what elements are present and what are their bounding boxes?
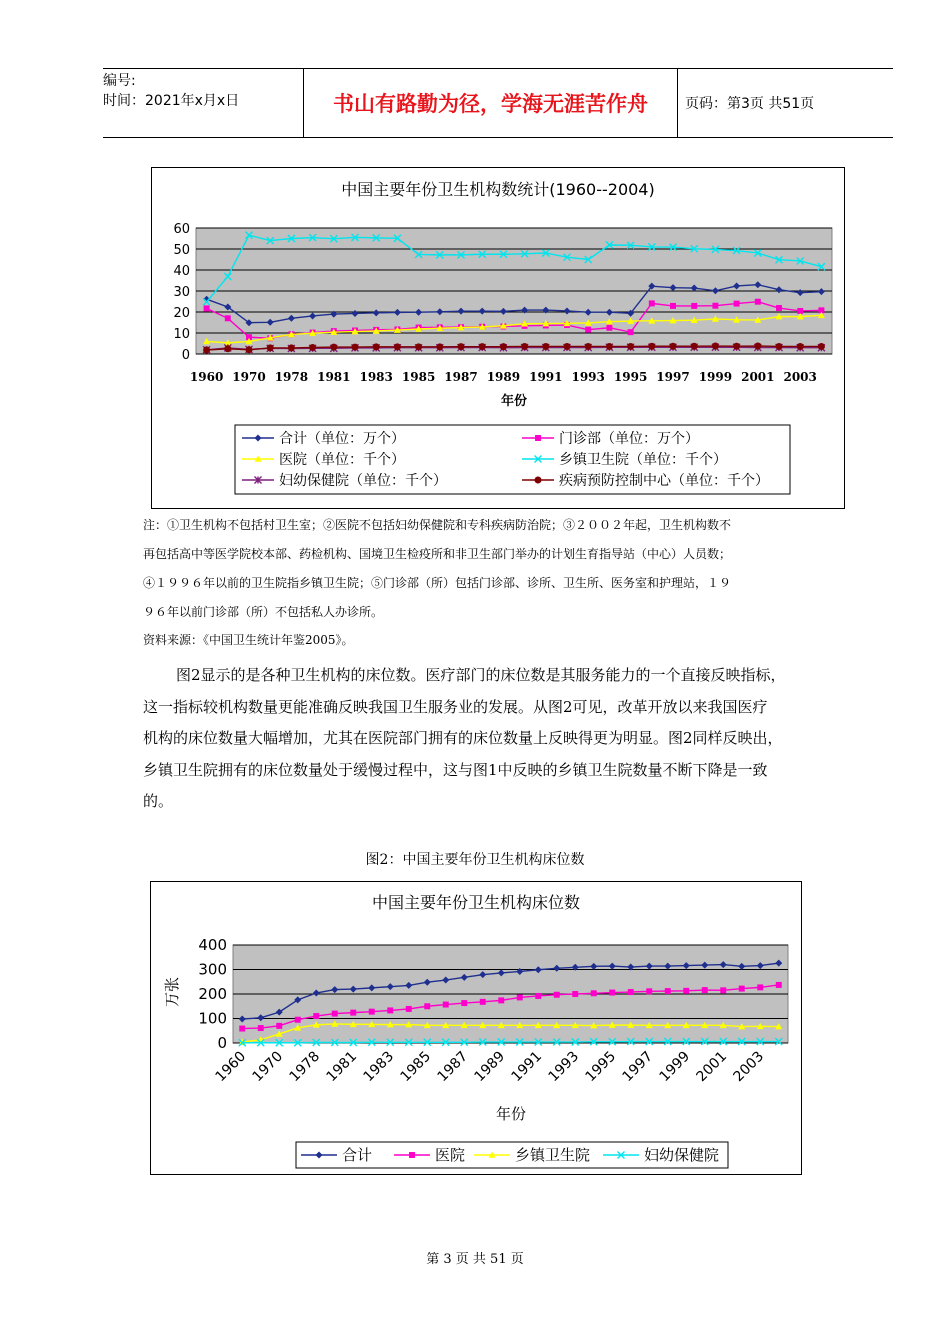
- data-point: [733, 343, 740, 350]
- data-point: [458, 343, 465, 350]
- paragraph-line-1: 图2显示的是各种卫生机构的床位数。医疗部门的床位数是其服务能力的一个直接反映指标，: [176, 666, 786, 684]
- x-tick-label: 1978: [274, 370, 309, 384]
- y-tick-label: 10: [173, 327, 190, 342]
- x-tick-label: 1991: [508, 1048, 546, 1086]
- legend-label: 门诊部（单位：万个）: [559, 431, 699, 447]
- data-point: [757, 984, 763, 990]
- legend-label: 医院: [435, 1146, 466, 1164]
- data-point: [755, 299, 761, 305]
- x-tick-label: 1981: [317, 370, 351, 384]
- legend-marker: [535, 435, 541, 441]
- data-point: [443, 1002, 449, 1008]
- x-tick-label: 1991: [529, 370, 563, 384]
- data-point: [373, 343, 380, 350]
- chart1-notes: [143, 511, 863, 653]
- data-source: 资料来源：《中国卫生统计年鉴2005》。: [143, 633, 354, 647]
- x-tick-label: 1995: [582, 1048, 620, 1086]
- data-point: [461, 1000, 467, 1006]
- chart2-title: 中国主要年份卫生机构床位数: [371, 893, 581, 912]
- x-tick-label: 2001: [693, 1048, 731, 1086]
- y-tick-label: 20: [173, 306, 190, 321]
- chart1-frame: [151, 167, 845, 509]
- data-point: [627, 343, 634, 350]
- data-point: [606, 343, 613, 350]
- data-point: [564, 343, 571, 350]
- data-point: [797, 343, 804, 350]
- data-point: [309, 344, 316, 351]
- x-tick-label: 1999: [698, 370, 733, 384]
- data-point: [246, 346, 253, 353]
- data-point: [628, 989, 634, 995]
- x-tick-label: 1989: [486, 370, 521, 384]
- data-point: [500, 343, 507, 350]
- chart2-x-axis-label: 年份: [495, 1105, 527, 1123]
- x-tick-label: 1978: [286, 1048, 324, 1086]
- data-point: [585, 327, 591, 333]
- note-line-4: ９６年以前门诊部（所）不包括私人办诊所。: [143, 605, 384, 619]
- data-point: [585, 343, 592, 350]
- y-tick-label: 40: [173, 264, 190, 279]
- y-tick-label: 0: [181, 348, 190, 363]
- y-tick-label: 100: [198, 1009, 227, 1028]
- chart1-title: 中国主要年份卫生机构数统计(1960--2004): [341, 180, 655, 199]
- chart2-y-axis-label: 万张: [163, 976, 181, 1008]
- data-point: [670, 343, 677, 350]
- data-point: [295, 1017, 301, 1023]
- x-tick-label: 2003: [730, 1048, 768, 1086]
- x-tick-label: 1981: [323, 1048, 361, 1086]
- note-line-2: 再包括高中等医学院校本部、药检机构、国境卫生检疫所和非卫生部门举办的计划生育指导站（中心）人员数；: [143, 547, 732, 561]
- data-point: [203, 347, 210, 354]
- data-point: [276, 1023, 282, 1029]
- data-point: [818, 343, 825, 350]
- data-point: [415, 343, 422, 350]
- data-point: [387, 1007, 393, 1013]
- legend-label: 乡镇卫生院: [515, 1146, 591, 1164]
- chart2-frame: [150, 881, 802, 1175]
- legend-marker: [535, 477, 542, 484]
- legend-label: 疾病预防控制中心（单位：千个）: [559, 473, 769, 489]
- note-line-3: ④１９９６年以前的卫生院指乡镇卫生院；⑤门诊部（所）包括门诊部、诊所、卫生所、医务室和护理站，１９: [143, 576, 732, 590]
- data-point: [258, 1025, 264, 1031]
- data-point: [606, 325, 612, 331]
- data-point: [369, 1009, 375, 1015]
- data-point: [517, 994, 523, 1000]
- legend-label: 医院（单位：千个）: [279, 452, 405, 468]
- chart2-svg: [151, 882, 801, 1174]
- data-point: [754, 343, 761, 350]
- data-point: [776, 343, 783, 350]
- data-point: [535, 993, 541, 999]
- document-number-label: 编号:: [103, 73, 136, 89]
- header-page-info: 页码：第3页 共51页: [685, 96, 815, 112]
- data-point: [224, 345, 231, 352]
- data-point: [480, 999, 486, 1005]
- legend-label: 合计（单位：万个）: [279, 431, 405, 447]
- x-tick-label: 1987: [434, 1048, 472, 1086]
- data-point: [394, 343, 401, 350]
- data-point: [776, 305, 782, 311]
- data-point: [712, 303, 718, 309]
- data-point: [498, 997, 504, 1003]
- data-point: [352, 344, 359, 351]
- data-point: [720, 987, 726, 993]
- data-point: [670, 303, 676, 309]
- y-tick-label: 300: [198, 960, 227, 979]
- data-point: [554, 992, 560, 998]
- data-point: [330, 344, 337, 351]
- legend-label: 乡镇卫生院（单位：千个）: [559, 452, 727, 468]
- data-point: [648, 343, 655, 350]
- data-point: [288, 344, 295, 351]
- data-point: [712, 343, 719, 350]
- header-meta: [103, 69, 303, 139]
- data-point: [204, 305, 210, 311]
- data-point: [424, 1003, 430, 1009]
- data-point: [683, 988, 689, 994]
- data-point: [542, 343, 549, 350]
- x-tick-label: 1983: [359, 370, 393, 384]
- data-point: [609, 990, 615, 996]
- data-point: [665, 988, 671, 994]
- x-tick-label: 1995: [613, 370, 648, 384]
- x-tick-label: 1970: [232, 370, 266, 384]
- data-point: [225, 315, 231, 321]
- x-tick-label: 1983: [360, 1048, 398, 1086]
- y-tick-label: 50: [173, 243, 190, 258]
- body-paragraph: [143, 660, 865, 818]
- x-tick-label: 1999: [656, 1048, 694, 1086]
- x-tick-label: 1960: [189, 370, 224, 384]
- paragraph-line-4: 乡镇卫生院拥有的床位数量处于缓慢过程中，这与图1中反映的乡镇卫生院数量不断下降是一致: [143, 760, 768, 779]
- figure2-caption: 图2：中国主要年份卫生机构床位数: [365, 852, 585, 868]
- data-point: [332, 1011, 338, 1017]
- data-point: [734, 301, 740, 307]
- x-tick-label: 1970: [249, 1048, 287, 1086]
- x-tick-label: 1993: [571, 370, 605, 384]
- data-point: [776, 982, 782, 988]
- x-tick-label: 1989: [471, 1048, 509, 1086]
- data-point: [797, 308, 803, 314]
- data-point: [739, 986, 745, 992]
- x-tick-label: 1960: [212, 1048, 250, 1086]
- data-point: [628, 329, 634, 335]
- data-point: [691, 303, 697, 309]
- chart1-svg: [152, 168, 844, 508]
- y-tick-label: 0: [217, 1034, 227, 1052]
- data-point: [649, 300, 655, 306]
- paragraph-line-3: 机构的床位数量大幅增加，尤其在医院部门拥有的床位数量上反映得更为明显。图2同样反映出，: [143, 729, 783, 747]
- document-time-label: 时间：2021年x月x日: [103, 93, 240, 109]
- x-tick-label: 2003: [783, 370, 817, 384]
- y-tick-label: 60: [173, 222, 190, 237]
- data-point: [267, 344, 274, 351]
- x-tick-label: 1993: [545, 1048, 583, 1086]
- data-point: [239, 1026, 245, 1032]
- data-point: [702, 987, 708, 993]
- data-point: [572, 991, 578, 997]
- chart1-x-axis-label: 年份: [500, 394, 528, 409]
- page-header: [103, 68, 893, 138]
- data-point: [691, 343, 698, 350]
- data-point: [521, 343, 528, 350]
- paragraph-line-5: 的。: [143, 792, 174, 810]
- legend-marker: [409, 1152, 415, 1158]
- page-footer: 第 3 页 共 51 页: [426, 1252, 524, 1267]
- data-point: [313, 1013, 319, 1019]
- data-point: [406, 1006, 412, 1012]
- y-tick-label: 400: [198, 936, 227, 954]
- note-line-1: 注：①卫生机构不包括村卫生室；②医院不包括妇幼保健院和专科疾病防治院；③２００２年起，卫生机构数不: [143, 518, 732, 532]
- x-tick-label: 1985: [401, 370, 436, 384]
- data-point: [350, 1010, 356, 1016]
- data-point: [591, 990, 597, 996]
- legend-label: 妇幼保健院（单位：千个）: [279, 473, 447, 489]
- legend-label: 妇幼保健院: [644, 1146, 720, 1164]
- x-tick-label: 1987: [444, 370, 478, 384]
- x-tick-label: 1997: [656, 370, 690, 384]
- paragraph-line-2: 这一指标较机构数量更能准确反映我国卫生服务业的发展。从图2可见，改革开放以来我国医疗: [143, 697, 768, 716]
- data-point: [646, 988, 652, 994]
- data-point: [479, 343, 486, 350]
- data-point: [436, 343, 443, 350]
- header-motto: 书山有路勤为径，学海无涯苦作舟: [303, 69, 678, 137]
- x-tick-label: 2001: [741, 370, 775, 384]
- x-tick-label: 1985: [397, 1048, 435, 1086]
- x-tick-label: 1997: [619, 1048, 657, 1086]
- y-tick-label: 200: [198, 985, 227, 1003]
- y-tick-label: 30: [173, 285, 190, 300]
- legend-label: 合计: [342, 1146, 373, 1164]
